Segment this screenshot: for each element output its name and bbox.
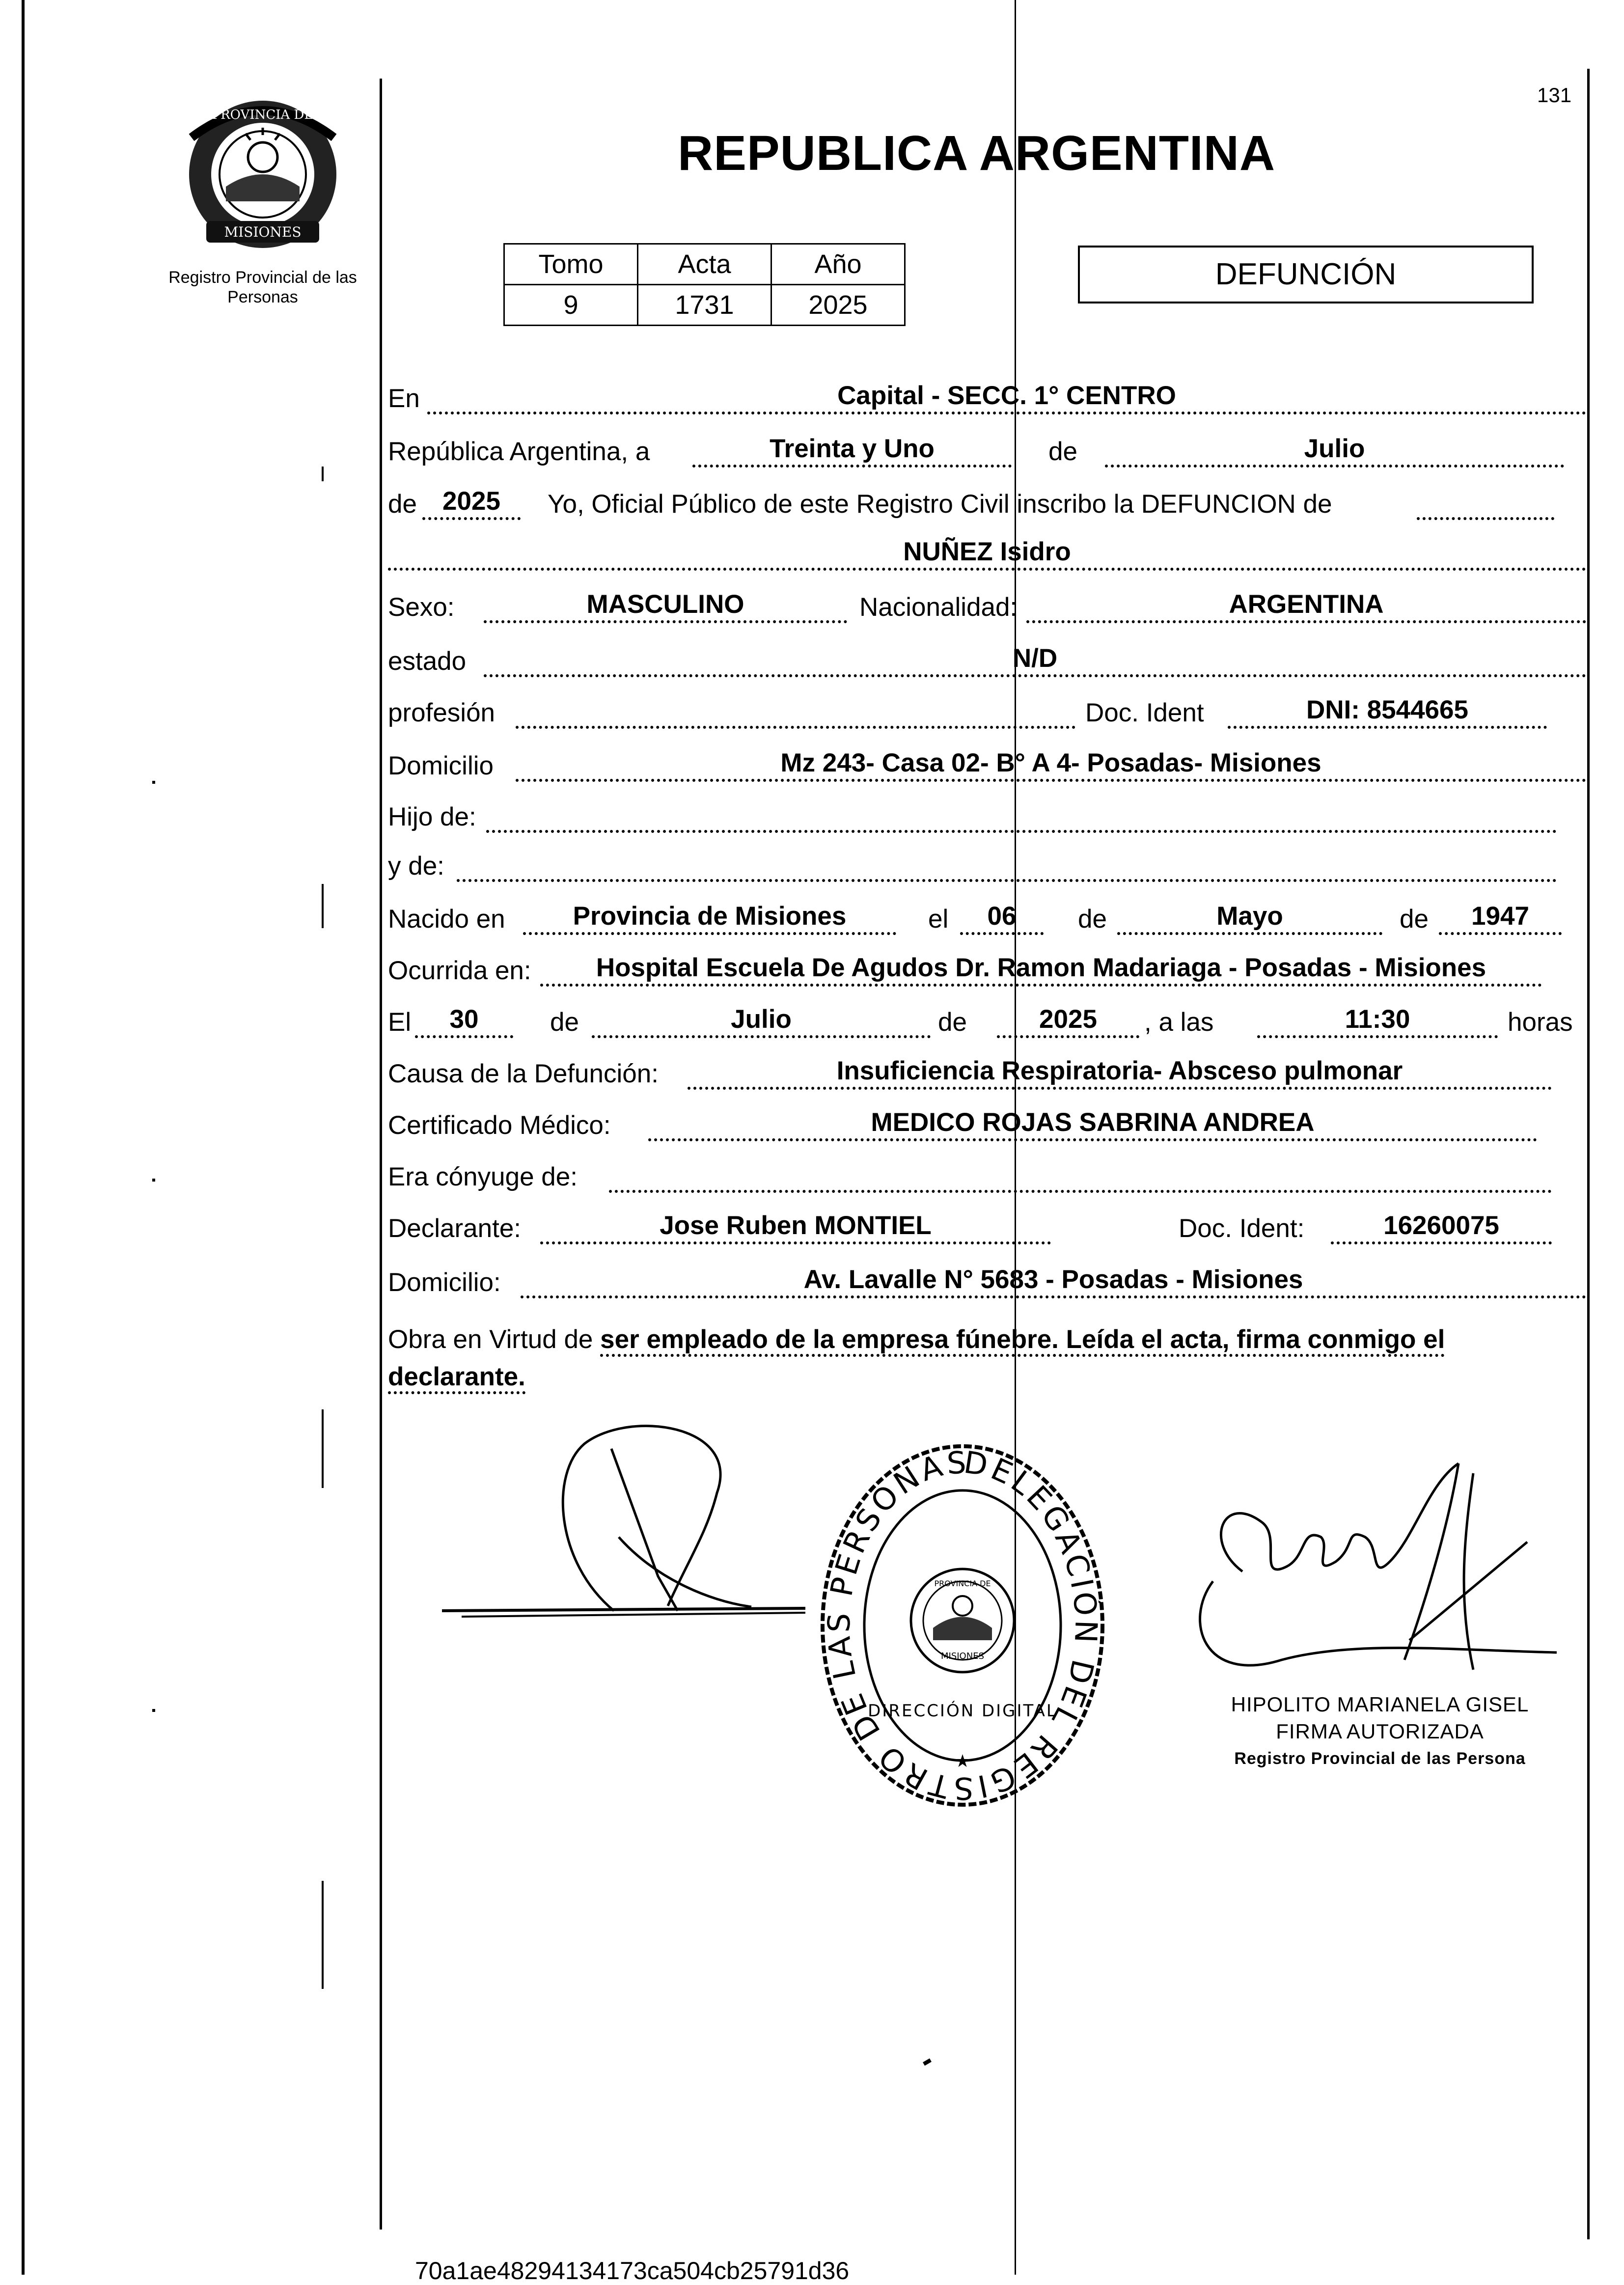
svg-text:PROVINCIA DE: PROVINCIA DE bbox=[212, 108, 314, 122]
yo-trailing-fill bbox=[1417, 486, 1554, 520]
yo-text: Yo, Oficial Público de este Registro Civil inscribo la DEFUNCION de bbox=[548, 490, 1332, 519]
tomo-value: 9 bbox=[504, 285, 638, 326]
margin-dot bbox=[322, 1881, 324, 1989]
record-type: DEFUNCIÓN bbox=[1078, 246, 1534, 303]
page-number: 131 bbox=[1537, 83, 1572, 107]
registry-name: Registro Provincial de las Personas bbox=[168, 268, 357, 306]
def-anio: 2025 bbox=[997, 1004, 1139, 1038]
horas-label: horas bbox=[1508, 1008, 1573, 1037]
nacionalidad-value: ARGENTINA bbox=[1026, 589, 1586, 623]
anio-value: 2025 bbox=[771, 285, 905, 326]
cert-label: Certificado Médico: bbox=[388, 1111, 611, 1140]
nacido-dia: 06 bbox=[960, 901, 1044, 935]
year-value: 2025 bbox=[422, 486, 521, 520]
row-yo bbox=[388, 479, 1591, 523]
el-label: el bbox=[928, 905, 949, 934]
row-domicilio2 bbox=[388, 1257, 1591, 1301]
de-label-5: de bbox=[550, 1008, 579, 1037]
row-ocurrida bbox=[388, 945, 1591, 990]
nacido-anio: 1947 bbox=[1439, 901, 1562, 935]
record-table bbox=[503, 243, 906, 326]
El-label: El bbox=[388, 1008, 412, 1037]
de-label-2: de bbox=[388, 490, 417, 519]
yde-label: y de: bbox=[388, 852, 444, 881]
margin-dot bbox=[152, 1179, 155, 1182]
cert-value: MEDICO ROJAS SABRINA ANDREA bbox=[648, 1107, 1537, 1141]
estado-value: N/D bbox=[484, 643, 1586, 677]
obra-label: Obra en Virtud de bbox=[388, 1325, 593, 1354]
profesion-label: profesión bbox=[388, 698, 495, 727]
svg-text:MISIONES: MISIONES bbox=[224, 224, 302, 240]
en-label: En bbox=[388, 384, 420, 413]
svg-text:★: ★ bbox=[954, 1751, 971, 1771]
rep-label: República Argentina, a bbox=[388, 437, 650, 466]
nacido-lugar: Provincia de Misiones bbox=[523, 901, 896, 935]
anio-header: Año bbox=[771, 244, 905, 285]
svg-text:PROVINCIA DE: PROVINCIA DE bbox=[934, 1579, 991, 1588]
deceased-name: NUÑEZ Isidro bbox=[388, 536, 1586, 571]
row-yde bbox=[388, 841, 1591, 885]
sexo-label: Sexo: bbox=[388, 593, 455, 622]
yde-value bbox=[457, 848, 1557, 882]
declarante-value: Jose Ruben MONTIEL bbox=[540, 1210, 1051, 1244]
row-estado bbox=[388, 636, 1591, 680]
obra-en-virtud bbox=[388, 1321, 1586, 1396]
estado-label: estado bbox=[388, 647, 467, 676]
row-declarante bbox=[388, 1203, 1591, 1247]
de-label-4: de bbox=[1400, 905, 1429, 934]
doc2-label: Doc. Ident: bbox=[1179, 1214, 1305, 1243]
row-hijo bbox=[388, 792, 1591, 836]
def-hora: 11:30 bbox=[1257, 1004, 1498, 1038]
row-conyuge bbox=[388, 1152, 1591, 1196]
ocurrida-label: Ocurrida en: bbox=[388, 956, 531, 985]
nacido-mes: Mayo bbox=[1117, 901, 1382, 935]
document-hash: 70a1ae48294134173ca504cb25791d36 bbox=[415, 2257, 850, 2285]
signer-org: Registro Provincial de las Persona bbox=[1234, 1749, 1526, 1768]
page-title: REPUBLICA ARGENTINA bbox=[678, 126, 1276, 181]
margin-dot bbox=[322, 884, 324, 928]
official-stamp bbox=[815, 1439, 1110, 1812]
row-date bbox=[388, 426, 1591, 470]
official-signature bbox=[1184, 1454, 1567, 1709]
margin-dot bbox=[152, 781, 155, 784]
row-en bbox=[388, 373, 1591, 417]
def-mes: Julio bbox=[592, 1004, 931, 1038]
sexo-value: MASCULINO bbox=[484, 589, 847, 623]
svg-text:DIRECCIÓN DIGITAL: DIRECCIÓN DIGITAL bbox=[868, 1701, 1057, 1721]
nacido-label: Nacido en bbox=[388, 905, 505, 934]
de-label-6: de bbox=[938, 1008, 967, 1037]
signer-role: FIRMA AUTORIZADA bbox=[1276, 1720, 1484, 1743]
dom2-label: Domicilio: bbox=[388, 1268, 501, 1297]
def-dia: 30 bbox=[415, 1004, 513, 1038]
causa-value: Insuficiencia Respiratoria- Absceso pulmonar bbox=[688, 1055, 1552, 1090]
doc-value: DNI: 8544665 bbox=[1228, 694, 1547, 729]
margin-dot bbox=[322, 467, 324, 481]
hijo-label: Hijo de: bbox=[388, 802, 476, 831]
svg-text:DELEGACIÓN DEL REGISTRO DE LAS: DELEGACIÓN DEL REGISTRO DE LAS PERSONAS bbox=[821, 1444, 1104, 1807]
row-sexo bbox=[388, 582, 1591, 626]
month-value: Julio bbox=[1105, 433, 1564, 468]
row-deceased bbox=[388, 529, 1591, 574]
hijo-value bbox=[486, 798, 1557, 833]
tomo-header: Tomo bbox=[504, 244, 638, 285]
svg-text:MISIONES: MISIONES bbox=[940, 1651, 985, 1661]
obra-text: ser empleado de la empresa fúnebre. Leída el acta, firma conmigo el declarante. bbox=[388, 1325, 1445, 1394]
row-profesion bbox=[388, 688, 1591, 732]
acta-value: 1731 bbox=[638, 285, 771, 326]
en-value: Capital - SECC. 1° CENTRO bbox=[427, 380, 1586, 414]
row-causa bbox=[388, 1048, 1591, 1093]
row-domicilio bbox=[388, 741, 1591, 785]
alas-label: , a las bbox=[1144, 1008, 1214, 1037]
doc2-value: 16260075 bbox=[1331, 1210, 1552, 1244]
acta-header: Acta bbox=[638, 244, 771, 285]
row-fecha-def bbox=[388, 997, 1591, 1041]
inner-frame-line bbox=[380, 79, 382, 2230]
day-words: Treinta y Uno bbox=[692, 433, 1012, 468]
de-label-3: de bbox=[1078, 905, 1107, 934]
domicilio-label: Domicilio bbox=[388, 751, 494, 780]
signer-name: HIPOLITO MARIANELA GISEL bbox=[1231, 1693, 1529, 1716]
declarante-label: Declarante: bbox=[388, 1214, 522, 1243]
ocurrida-value: Hospital Escuela De Agudos Dr. Ramon Madariaga - Posadas - Misiones bbox=[540, 952, 1542, 987]
margin-dot bbox=[152, 1709, 155, 1712]
causa-label: Causa de la Defunción: bbox=[388, 1059, 659, 1088]
row-certificado bbox=[388, 1100, 1591, 1144]
left-frame-line bbox=[22, 0, 25, 2275]
conyuge-label: Era cónyuge de: bbox=[388, 1162, 578, 1191]
profesion-value bbox=[516, 694, 1075, 729]
de-label-1: de bbox=[1048, 437, 1077, 466]
domicilio-value: Mz 243- Casa 02- B° A 4- Posadas- Misiones bbox=[516, 747, 1586, 782]
conyuge-value bbox=[609, 1158, 1552, 1193]
row-nacido bbox=[388, 894, 1591, 938]
doc-label: Doc. Ident bbox=[1085, 698, 1204, 727]
province-seal-logo bbox=[182, 88, 344, 250]
stray-mark bbox=[923, 2059, 932, 2066]
dom2-value: Av. Lavalle N° 5683 - Posadas - Misiones bbox=[521, 1264, 1586, 1298]
declarant-signature bbox=[432, 1414, 825, 1630]
margin-dot bbox=[322, 1409, 324, 1488]
nacionalidad-label: Nacionalidad: bbox=[859, 593, 1018, 622]
